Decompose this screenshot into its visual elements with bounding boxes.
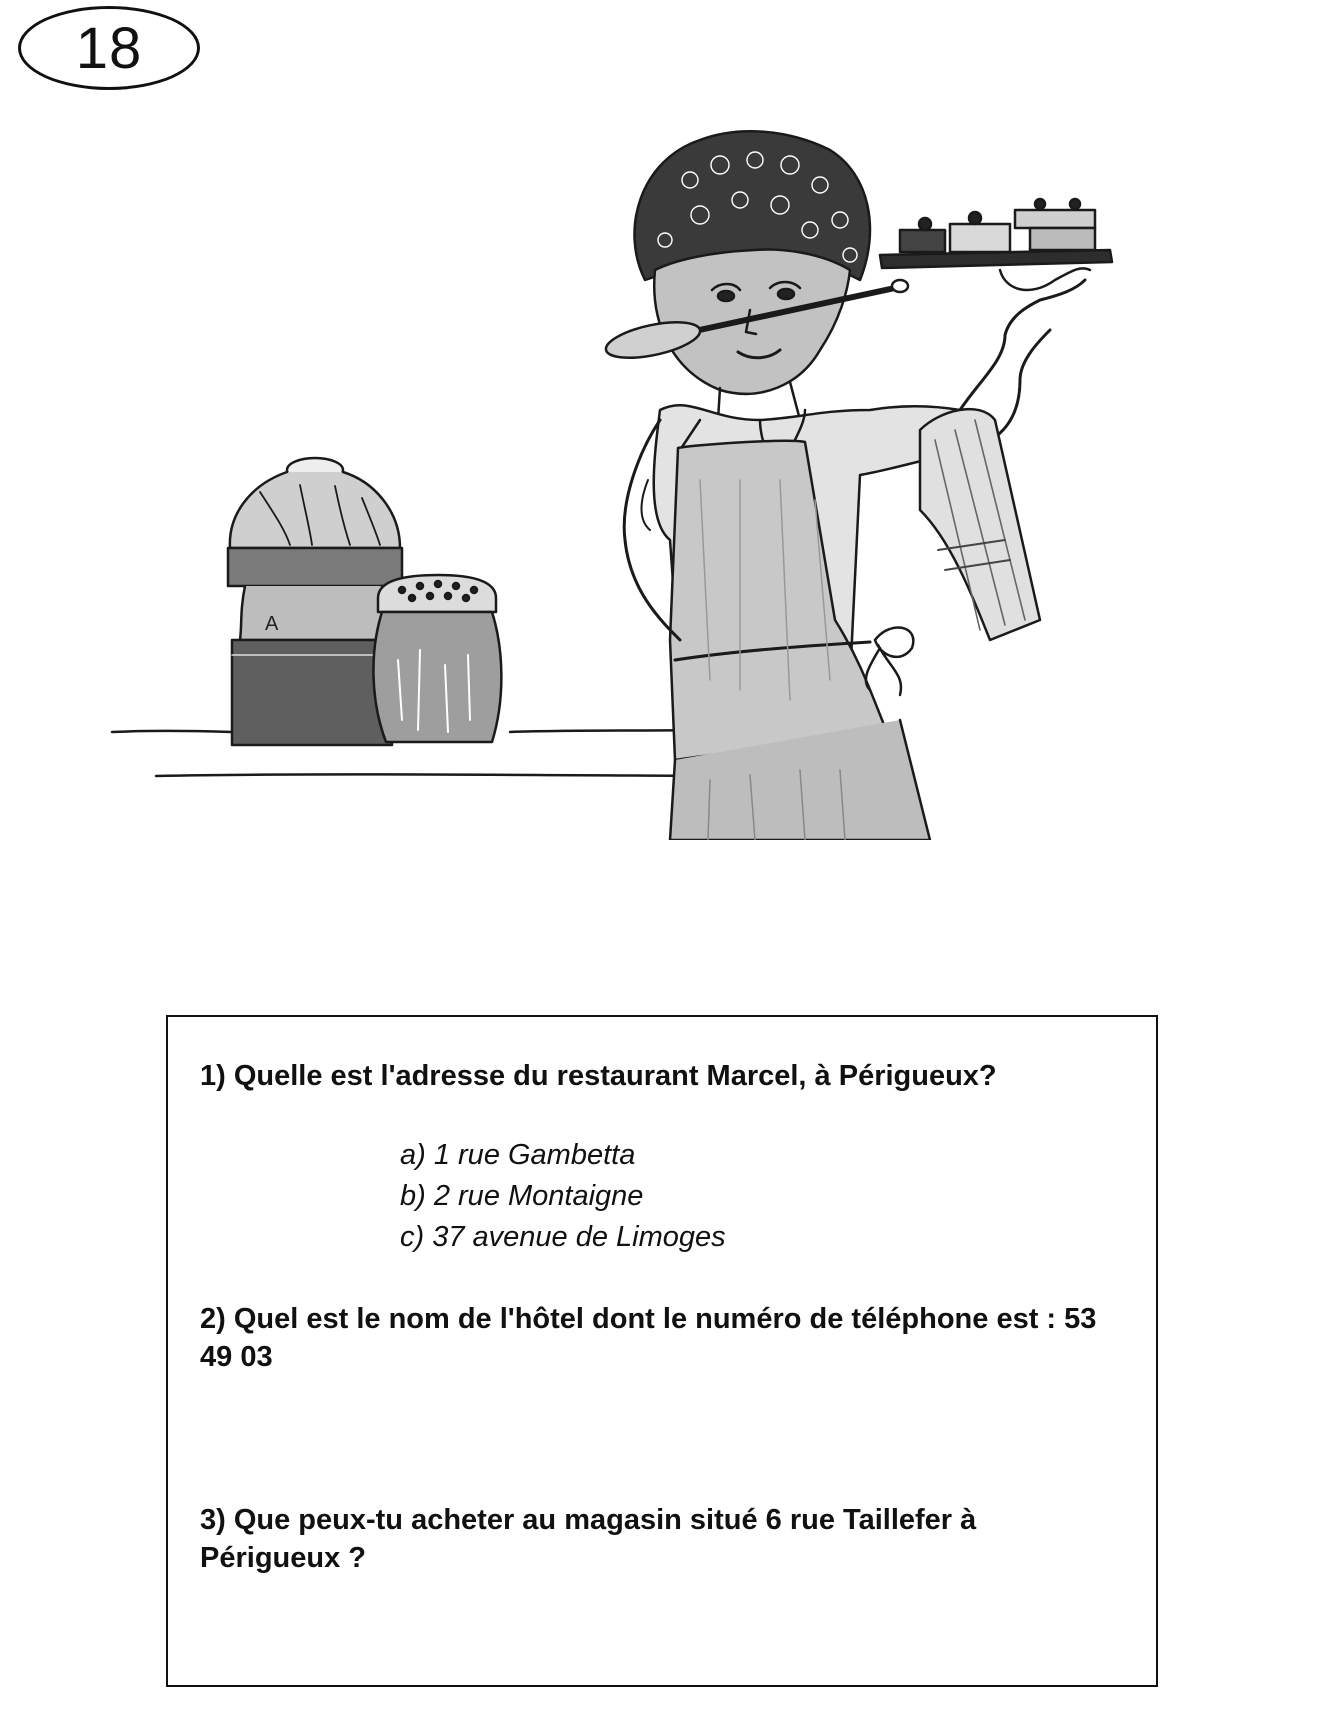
question-1-options [400, 1135, 726, 1258]
page-number-badge [18, 6, 200, 90]
page-number: 18 [75, 15, 143, 81]
option-a: a) 1 rue Gambetta [400, 1139, 636, 1171]
option-c: c) 37 avenue de Limoges [400, 1221, 726, 1253]
jar-label: A [265, 613, 279, 635]
question-3: 3) Que peux-tu acheter au magasin situé 6 rue Taillefer à Périgueux ? [200, 1504, 977, 1574]
shaker-icon [373, 575, 501, 742]
option-b: b) 2 rue Montaigne [400, 1180, 644, 1212]
question-2: 2) Quel est le nom de l'hôtel dont le numéro de téléphone est : 53 49 03 [200, 1303, 1097, 1373]
question-1: 1) Quelle est l'adresse du restaurant Marcel, à Périgueux? [200, 1060, 997, 1092]
cook-illustration [100, 120, 1230, 840]
cook-figure [603, 131, 1112, 840]
quiz-box [166, 1015, 1158, 1687]
